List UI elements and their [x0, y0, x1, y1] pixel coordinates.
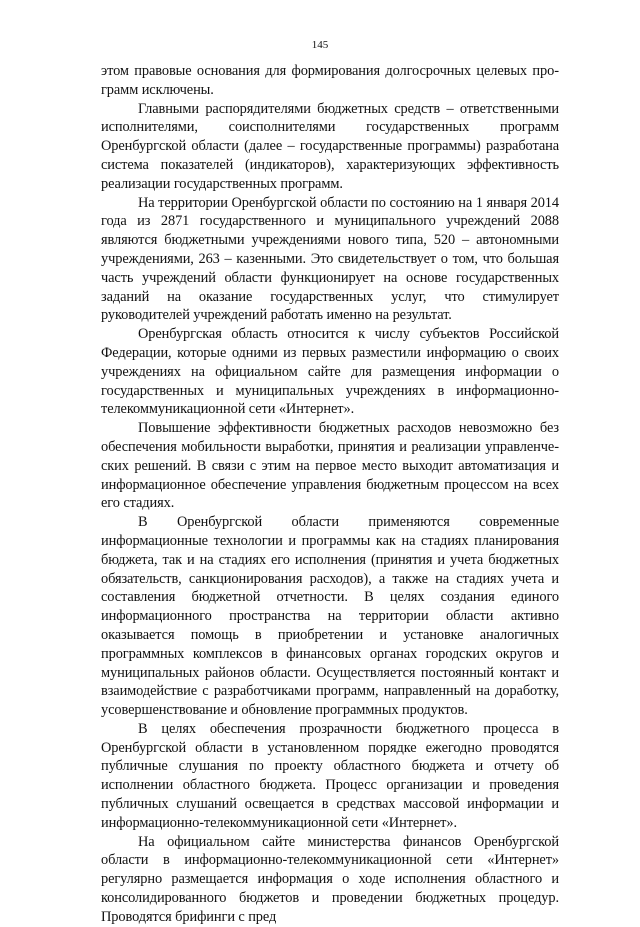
paragraph: Оренбургская область относится к числу субъектов Российской Федерации, которые одними из первых разместили информацию о своих учреждениях на официальном сайте для размещения информации о государственных и муниципальных учреждениях в информационно-телекоммуникационной сети «Интернет». [101, 326, 559, 418]
body-text [101, 62, 559, 927]
paragraph-continuation: этом правовые основания для формирования долгосрочных целевых программ исключены. [101, 63, 559, 98]
page-number: 145 [311, 39, 329, 51]
paragraph: На официальном сайте министерства финансов Оренбургской области в информационно-телекоммуникационной сети «Интернет» регулярно размещается информация о ходе исполнения областного и консолидированного бюджетов и проведении бюджетных процедур. Проводятся брифинги с пред [101, 833, 559, 925]
paragraph: На территории Оренбургской области по состоянию на 1 января 2014 года из 2871 государственного и муниципального учреждений 2088 являются бюджетными учреждениями нового типа, 520 – автономными учреждениями, 263 – казенными. Это свидетельствует о том, что большая часть учреждений области функционирует на основе государственных заданий на оказание государственных услуг, что стимулирует руководителей учреждений работать именно на результат. [101, 194, 559, 324]
paragraph: Повышение эффективности бюджетных расходов невозможно без обеспечения мобильности выработки, принятия и реализации управленческих решений. В связи с этим на первое место выходит автоматизация и информационное обеспечение управления бюджетным процессом на всех его стадиях. [101, 420, 559, 512]
paragraph: В целях обеспечения прозрачности бюджетного процесса в Оренбургской области в установленном порядке ежегодно проводятся публичные слушания по проекту областного бюджета и отчету об исполнении областного бюджета. Процесс организации и проведения публичных слушаний освещается в средствах массовой информации и информационно-телекоммуникационной сети «Интернет». [101, 720, 559, 831]
paragraph: В Оренбургской области применяются современные информационные технологии и программы как на стадиях планирования бюджета, так и на стадиях его исполнения (принятия и учета бюджетных обязательств, санкционирования расходов), а также на стадиях учета и составления бюджетной отчетности. В целях создания единого информационного пространства на территории области активно оказывается помощь в приобретении и установке аналогичных программных комплексов в финансовых органах городских округов и муниципальных районов области. Осуществляется постоянный контакт и взаимодействие с разработчиками программ, направленный на доработку, усовершенствование и обновление программных продуктов. [101, 514, 559, 719]
paragraph: Главными распорядителями бюджетных средств – ответственными исполнителями, соисполнителями государственных программ Оренбургской области (далее – государственные программы) разработана система показателей (индикаторов), характеризующих эффективность реализации государственных программ. [101, 100, 559, 192]
